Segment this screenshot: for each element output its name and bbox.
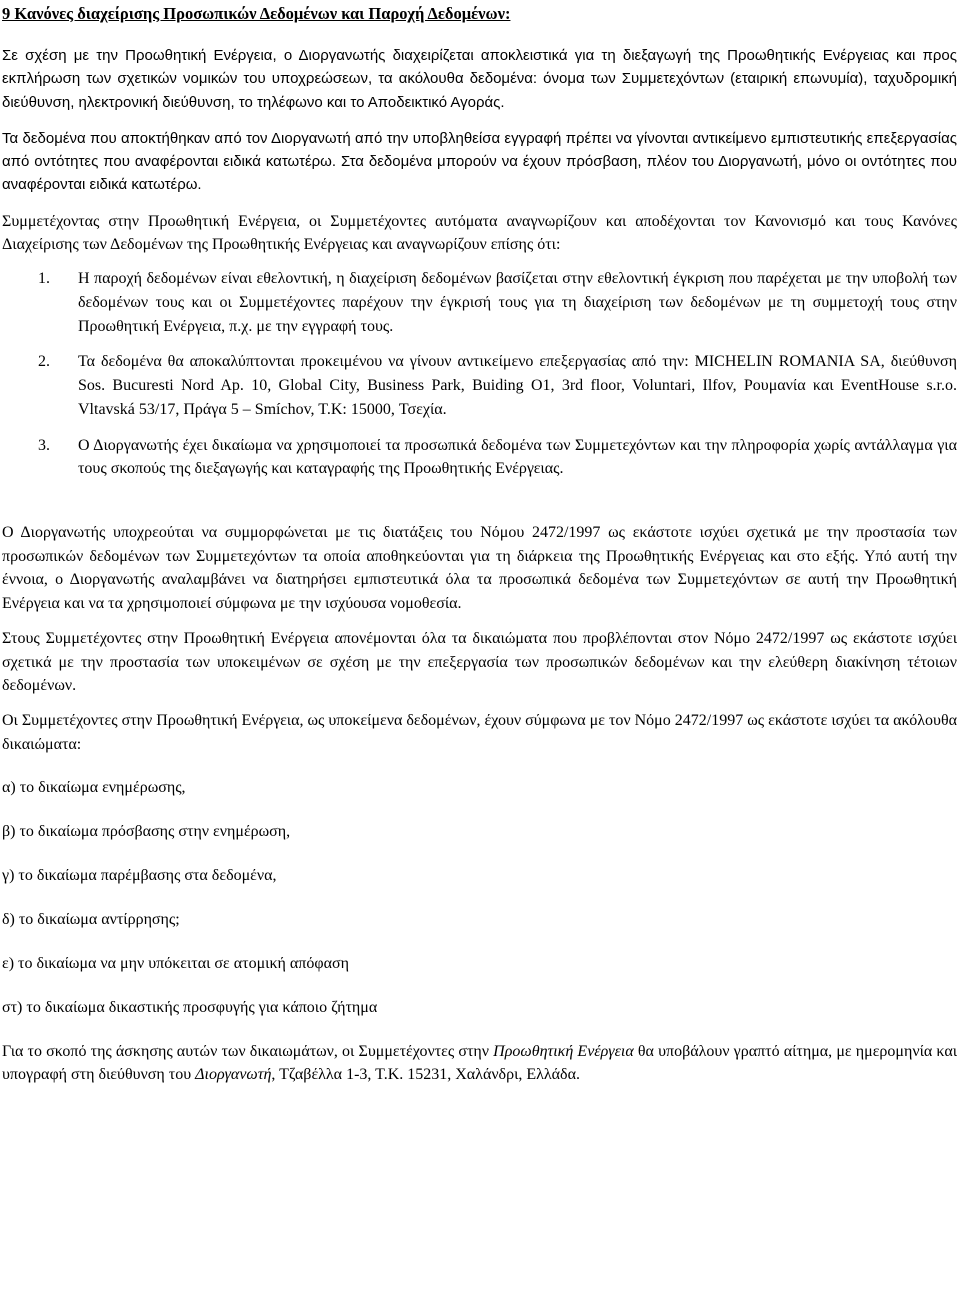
paragraph-law-compliance: Ο Διοργανωτής υποχρεούται να συμμορφώνεται με τις διατάξεις του Νόμου 2472/1997 ως εκάστοτε ισχύει σχετικά με την προστασία των προσωπικών δεδομένων των Συμμετεχόντων τα οποία αποθηκεύονται για τη διάρκεια της Προωθητικής Ενέργειας και στο εξής. Υπό αυτή την έννοια, ο Διοργανωτής αναλαμβάνει να διατηρήσει εμπιστευτικά όλα τα προσωπικά δεδομένα των Συμμετεχόντων σε αυτή την Προωθητική Ενέργεια και να τα χρησιμοποιεί σύμφωνα με την ισχύουσα νομοθεσία. <box>2 524 957 612</box>
rights-item: ε) το δικαίωμα να μην υπόκειται σε ατομική απόφαση <box>2 954 349 972</box>
list-item <box>2 434 957 481</box>
closing-text: Για το σκοπό της άσκησης αυτών των δικαιωμάτων, οι Συμμετέχοντες στην <box>2 1042 494 1060</box>
closing-text: , Τζαβέλλα 1-3, Τ.Κ. 15231, Χαλάνδρι, Ελλάδα. <box>271 1066 580 1084</box>
list-item <box>2 350 957 421</box>
rights-item: α) το δικαίωμα ενημέρωσης, <box>2 778 186 796</box>
paragraph-confidential-processing: Τα δεδομένα που αποκτήθηκαν από τον Διοργανωτή από την υποβληθείσα εγγραφή πρέπει να γίνονται αντικείμενο εμπιστευτικής επεξεργασίας από οντότητες που αναφέρονται ειδικά κατωτέρω. Στα δεδομένα μπορούν να έχουν πρόσβαση, πλέον του Διοργανωτή, μόνο οι οντότητες που αναφέρονται ειδικά κατωτέρω. <box>2 129 957 194</box>
rights-item: γ) το δικαίωμα παρέμβασης στα δεδομένα, <box>2 866 277 884</box>
rights-item: στ) το δικαίωμα δικαστικής προσφυγής για κάποιο ζήτημα <box>2 998 378 1016</box>
paragraph-data-collected: Σε σχέση με την Προωθητική Ενέργεια, ο Διοργανωτής διαχειρίζεται αποκλειστικά για τη διεξαγωγή της Προωθητικής Ενέργειας και προς εκπλήρωση των σχετικών νομικών του υποχρεώσεων, τα ακόλουθα δεδομένα: όνομα των Συμμετεχόντων (εταιρική επωνυμία), ταχυδρομική διεύθυνση, ηλεκτρονική διεύθυνση, το τηλέφωνο και το Αποδεικτικό Αγοράς. <box>2 47 957 111</box>
paragraph-rights-intro: Οι Συμμετέχοντες στην Προωθητική Ενέργεια, ως υποκείμενα δεδομένων, έχουν σύμφωνα με τον Νόμο 2472/1997 ως εκάστοτε ισχύει τα ακόλουθα δικαιώματα: <box>2 712 957 753</box>
closing-italic-promotion: Προωθητική Ενέργεια <box>493 1042 634 1060</box>
paragraph-rights-granted: Στους Συμμετέχοντες στην Προωθητική Ενέργεια απονέμονται όλα τα δικαιώματα που προβλέπονται στον Νόμο 2472/1997 ως εκάστοτε ισχύει σχετικά με την προστασία των υποκειμένων σε σχέση με την επεξεργασία των προσωπικών δεδομένων και την ελεύθερη διακίνηση τέτοιων δεδομένων. <box>2 630 957 694</box>
list-item <box>2 267 957 338</box>
list-item-number: 1. <box>38 270 50 288</box>
list-item-text: Τα δεδομένα θα αποκαλύπτονται προκειμένου να γίνουν αντικείμενο επεξεργασίας από την: MICHELIN ROMANIA SA, διεύθυνση Sos. Bucuresti Nord Ap. 10, Global City, Business Park, Buiding O1, 3rd floor, Voluntari, Ilfov, Ρουμανία και EventHouse s.r.o. Vltavská 53/17, Πράγα 5 – Smíchov, T.K: 15000, Τσεχία. <box>78 353 958 418</box>
list-item-text: Ο Διοργανωτής έχει δικαίωμα να χρησιμοποιεί τα προσωπικά δεδομένα των Συμμετεχόντων και την πληροφορία χωρίς αντάλλαγμα για τους σκοπούς της διεξαγωγής και καταγραφής της Προωθητικής Ενέργειας. <box>78 436 957 478</box>
list-item-text: Η παροχή δεδομένων είναι εθελοντική, η διαχείριση δεδομένων βασίζεται στην εθελοντική έγκριση που παρέχεται με την υποβολή των δεδομένων τους και οι Συμμετέχοντες παρέχουν την έγκρισή τους για τη διαχείριση των δεδομένων με τη συμμετοχή τους στην Προωθητική Ενέργεια, π.χ. με την εγγραφή τους. <box>78 270 957 335</box>
closing-text: θα υποβάλουν γραπτό αίτημα, με ημερομηνία και υπογραφή στη διεύθυνση του <box>2 1042 958 1084</box>
acknowledgement-list <box>2 267 957 481</box>
list-item-number: 3. <box>38 436 50 454</box>
closing-italic-organizer: Διοργανωτή <box>195 1066 272 1084</box>
paragraph-acceptance: Συμμετέχοντας στην Προωθητική Ενέργεια, οι Συμμετέχοντες αυτόματα αναγνωρίζουν και αποδέχονται τον Κανονισμό και τους Κανόνες Διαχείρισης των Δεδομένων της Προωθητικής Ενέργειας και αναγνωρίζουν επίσης ότι: <box>2 212 957 254</box>
rights-item: δ) το δικαίωμα αντίρρησης; <box>2 910 180 928</box>
paragraph-closing <box>2 1040 957 1087</box>
section-heading: 9 Κανόνες διαχείρισης Προσωπικών Δεδομένων και Παροχή Δεδομένων: <box>2 4 511 23</box>
rights-list <box>2 776 957 1019</box>
list-item-number: 2. <box>38 353 50 371</box>
rights-item: β) το δικαίωμα πρόσβασης στην ενημέρωση, <box>2 822 291 840</box>
